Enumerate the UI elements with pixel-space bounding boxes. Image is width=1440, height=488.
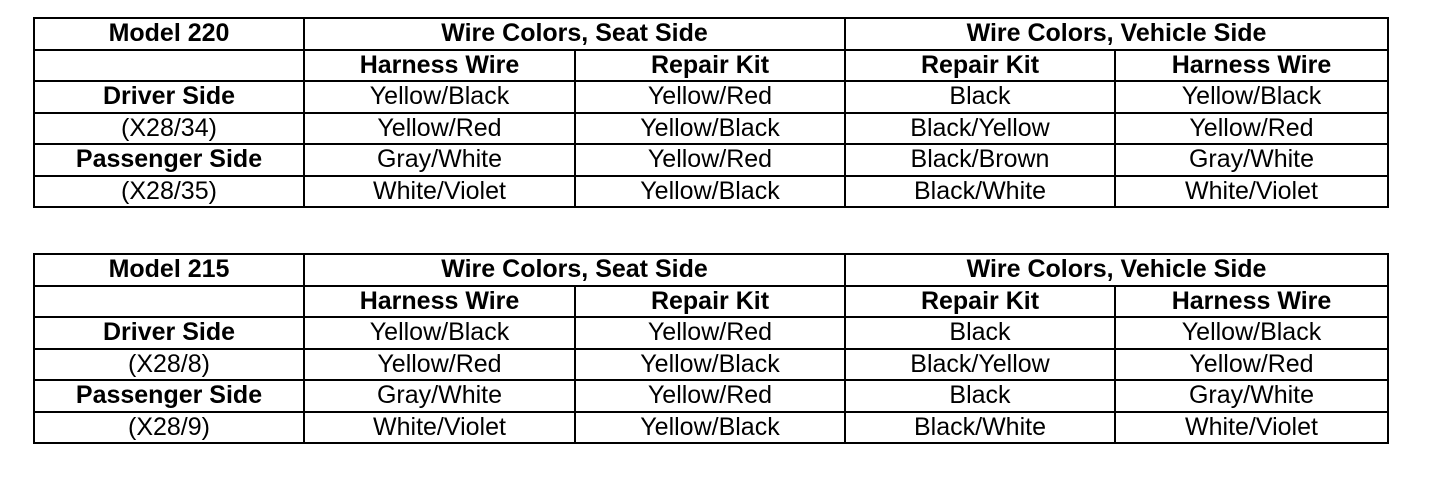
vehicle-side-header: Wire Colors, Vehicle Side: [845, 254, 1388, 286]
table-cell: Yellow/Red: [304, 349, 575, 381]
table-subheader-row: [34, 286, 1388, 318]
table-header-row: [34, 18, 1388, 50]
table-cell: Black/Brown: [845, 144, 1115, 176]
subheader-seat-repair-kit: Repair Kit: [575, 50, 845, 82]
table-cell: Gray/White: [1115, 380, 1388, 412]
table-cell: Black: [845, 380, 1115, 412]
table-cell: Yellow/Red: [575, 144, 845, 176]
table-cell: Gray/White: [304, 144, 575, 176]
row-label: (X28/8): [34, 349, 304, 381]
table-cell: Yellow/Red: [1115, 349, 1388, 381]
subheader-seat-harness-wire: Harness Wire: [304, 50, 575, 82]
table-row: [34, 81, 1388, 113]
table-row: [34, 317, 1388, 349]
table-cell: Gray/White: [1115, 144, 1388, 176]
row-label: Driver Side: [34, 81, 304, 113]
table-cell: Yellow/Black: [304, 317, 575, 349]
row-label: Passenger Side: [34, 144, 304, 176]
table-cell: Yellow/Red: [575, 317, 845, 349]
table-cell: White/Violet: [1115, 176, 1388, 208]
subheader-vehicle-harness-wire: Harness Wire: [1115, 286, 1388, 318]
subheader-vehicle-harness-wire: Harness Wire: [1115, 50, 1388, 82]
table-cell: Black/Yellow: [845, 113, 1115, 145]
model-label: Model 220: [34, 18, 304, 50]
table-cell: Black: [845, 81, 1115, 113]
table-cell: Gray/White: [304, 380, 575, 412]
row-label: Passenger Side: [34, 380, 304, 412]
subheader-seat-repair-kit: Repair Kit: [575, 286, 845, 318]
table-subheader-row: [34, 50, 1388, 82]
table-cell: Yellow/Red: [575, 380, 845, 412]
table-cell: Yellow/Red: [304, 113, 575, 145]
table-row: [34, 380, 1388, 412]
vehicle-side-header: Wire Colors, Vehicle Side: [845, 18, 1388, 50]
row-label: (X28/34): [34, 113, 304, 145]
table-cell: Black/White: [845, 412, 1115, 444]
table-cell: Yellow/Black: [304, 81, 575, 113]
wire-color-table-model-220: [33, 17, 1389, 208]
subheader-empty: [34, 286, 304, 318]
subheader-vehicle-repair-kit: Repair Kit: [845, 50, 1115, 82]
table-cell: Black: [845, 317, 1115, 349]
table-row: [34, 412, 1388, 444]
model-label: Model 215: [34, 254, 304, 286]
table-cell: Yellow/Black: [575, 412, 845, 444]
table-cell: Yellow/Black: [1115, 317, 1388, 349]
table-cell: Yellow/Black: [575, 113, 845, 145]
table-header-row: [34, 254, 1388, 286]
table-cell: Yellow/Black: [1115, 81, 1388, 113]
wire-color-table-model-215: [33, 253, 1389, 444]
table-cell: White/Violet: [304, 412, 575, 444]
seat-side-header: Wire Colors, Seat Side: [304, 254, 845, 286]
row-label: (X28/9): [34, 412, 304, 444]
table-cell: Black/Yellow: [845, 349, 1115, 381]
row-label: (X28/35): [34, 176, 304, 208]
table-cell: Yellow/Red: [575, 81, 845, 113]
table-row: [34, 176, 1388, 208]
subheader-seat-harness-wire: Harness Wire: [304, 286, 575, 318]
subheader-empty: [34, 50, 304, 82]
table-cell: Yellow/Black: [575, 176, 845, 208]
table-cell: Black/White: [845, 176, 1115, 208]
table-cell: White/Violet: [304, 176, 575, 208]
subheader-vehicle-repair-kit: Repair Kit: [845, 286, 1115, 318]
table-cell: White/Violet: [1115, 412, 1388, 444]
seat-side-header: Wire Colors, Seat Side: [304, 18, 845, 50]
row-label: Driver Side: [34, 317, 304, 349]
table-cell: Yellow/Black: [575, 349, 845, 381]
table-row: [34, 144, 1388, 176]
table-row: [34, 349, 1388, 381]
table-row: [34, 113, 1388, 145]
table-cell: Yellow/Red: [1115, 113, 1388, 145]
